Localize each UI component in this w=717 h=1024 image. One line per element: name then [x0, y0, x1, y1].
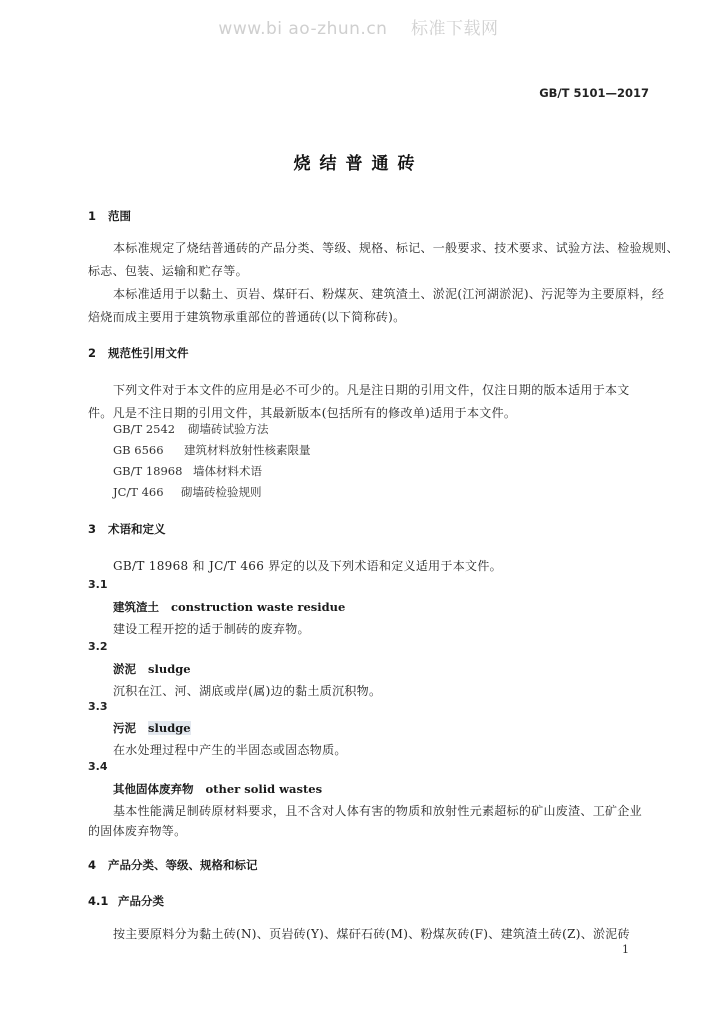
term-heading: [113, 661, 191, 677]
references-intro-line-2: 件。凡是不注日期的引用文件，其最新版本(包括所有的修改单)适用于本文件。: [88, 406, 517, 420]
section-title: 产品分类、等级、规格和标记: [108, 858, 258, 872]
section-1-heading: [88, 208, 131, 224]
reference-item: [113, 484, 262, 500]
subsection-4-1-heading: [88, 893, 164, 909]
term-heading: [113, 599, 345, 615]
section-number: 3: [88, 522, 97, 536]
term-english: construction waste residue: [171, 600, 346, 614]
scope-paragraph-2-line-1: 本标准适用于以黏土、页岩、煤矸石、粉煤灰、建筑渣土、淤泥(江河湖淤泥)、污泥等为主要原料，经: [113, 287, 665, 301]
term-definition-line-1: 基本性能满足制砖原材料要求，且不含对人体有害的物质和放射性元素超标的矿山废渣、工矿企业: [113, 804, 642, 818]
section-title: 规范性引用文件: [108, 346, 189, 360]
reference-code: GB/T 2542: [113, 422, 176, 436]
reference-item: [113, 421, 269, 437]
classification-paragraph-line-1: 按主要原料分为黏土砖(N)、页岩砖(Y)、煤矸石砖(M)、粉煤灰砖(F)、建筑渣土砖(Z)、淤泥砖: [113, 927, 630, 941]
section-number: 1: [88, 209, 97, 223]
section-4-heading: [88, 857, 258, 873]
term-heading: [113, 781, 322, 797]
term-definition: 沉积在江、河、湖底或岸(属)边的黏土质沉积物。: [113, 684, 382, 698]
scope-paragraph-1-line-2: 标志、包装、运输和贮存等。: [88, 264, 248, 278]
scope-paragraph-2-line-2: 焙烧而成主要用于建筑物承重部位的普通砖(以下简称砖)。: [88, 310, 406, 324]
term-definition-line-2: 的固体废弃物等。: [88, 824, 187, 838]
reference-code: GB 6566: [113, 443, 164, 457]
term-chinese: 淤泥: [113, 662, 136, 676]
term-number: 3.2: [88, 640, 108, 653]
reference-title: 砌墙砖试验方法: [188, 422, 269, 436]
term-english: sludge: [148, 721, 191, 735]
term-chinese: 建筑渣土: [113, 600, 159, 614]
subsection-title: 产品分类: [118, 894, 164, 908]
reference-title: 砌墙砖检验规则: [181, 485, 262, 499]
term-definition: 在水处理过程中产生的半固态或固态物质。: [113, 743, 347, 757]
references-intro-line-1: 下列文件对于本文件的应用是必不可少的。凡是注日期的引用文件，仅注日期的版本适用于本文: [113, 383, 630, 397]
section-title: 范围: [108, 209, 131, 223]
watermark-text: www.bi ao-zhun.cn 标准下载网: [218, 19, 499, 39]
term-definition: 建设工程开挖的适于制砖的废弃物。: [113, 622, 310, 636]
reference-item: [113, 442, 311, 458]
section-title: 术语和定义: [108, 522, 166, 536]
section-number: 4: [88, 858, 97, 872]
term-number: 3.1: [88, 578, 108, 591]
section-number: 2: [88, 346, 97, 360]
term-chinese: 污泥: [113, 721, 136, 735]
section-3-heading: [88, 521, 166, 537]
reference-item: [113, 463, 262, 479]
term-number: 3.4: [88, 760, 108, 773]
terms-intro: GB/T 18968 和 JC/T 466 界定的以及下列术语和定义适用于本文件。: [113, 559, 502, 573]
scope-paragraph-1-line-1: 本标准规定了烧结普通砖的产品分类、等级、规格、标记、一般要求、技术要求、试验方法、检验规则、: [113, 241, 679, 255]
section-2-heading: [88, 345, 189, 361]
term-english: sludge: [148, 662, 191, 676]
term-english: other solid wastes: [205, 782, 323, 796]
page-number: 1: [622, 943, 629, 956]
term-chinese: 其他固体废弃物: [113, 782, 194, 796]
term-heading: [113, 720, 191, 736]
reference-code: GB/T 18968: [113, 464, 183, 478]
reference-code: JC/T 466: [113, 485, 164, 499]
reference-title: 建筑材料放射性核素限量: [184, 443, 311, 457]
reference-title: 墙体材料术语: [193, 464, 262, 478]
document-title: 烧结普通砖: [293, 154, 424, 174]
standard-code: GB/T 5101—2017: [539, 86, 649, 100]
subsection-number: 4.1: [88, 894, 109, 908]
term-number: 3.3: [88, 700, 108, 713]
